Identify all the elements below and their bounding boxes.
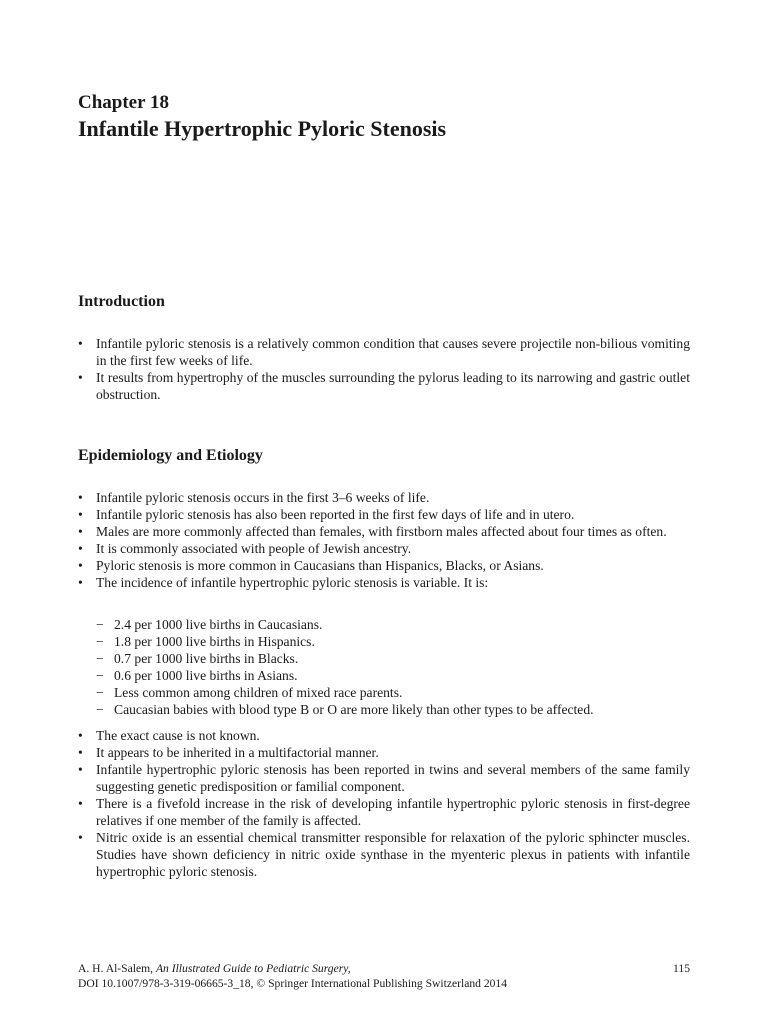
bullet-icon: • [78,830,83,845]
bullet-icon: • [78,558,83,573]
bullet-icon: • [78,728,83,743]
bullet-icon: • [78,575,83,590]
epidemiology-list [78,489,690,591]
list-item: • The exact cause is not known. [78,728,260,743]
chapter-number: Chapter 18 [78,92,169,113]
bullet-icon: • [78,796,83,811]
bullet-icon: • [78,336,83,351]
list-item: • Infantile pyloric stenosis has also been reported in the first few days of life and in utero. [78,507,575,522]
list-item: • Nitric oxide is an essential chemical transmitter responsible for relaxation of the pyloric sphincter muscles. Studies have shown deficiency in nitric oxide synthase in the myenteric plexus in patients with infantile hypertrophic pyloric stenosis. [78,830,690,879]
chapter-title: Infantile Hypertrophic Pyloric Stenosis [78,116,447,141]
sub-list-item: − 0.7 per 1000 live births in Blacks. [96,651,299,666]
sub-list-item: − Less common among children of mixed race parents. [96,685,403,700]
list-item: • It is commonly associated with people of Jewish ancestry. [78,541,412,556]
footer-author: A. H. Al-Salem, [78,962,154,975]
bullet-icon: • [78,762,83,777]
dash-icon: − [96,617,104,632]
dash-icon: − [96,685,104,700]
list-item: • Infantile pyloric stenosis occurs in the first 3–6 weeks of life. [78,490,430,505]
list-item: • There is a fivefold increase in the risk of developing infantile hypertrophic pyloric stenosis in first-degree relatives if one member of the family is affected. [78,796,690,828]
sub-list-item: − 1.8 per 1000 live births in Hispanics. [96,634,315,649]
list-item: • Infantile hypertrophic pyloric stenosis has been reported in twins and several members of the same family suggesting genetic predisposition or familial component. [78,762,690,794]
list-item: • It appears to be inherited in a multifactorial manner. [78,745,379,760]
incidence-sub-list [96,616,690,718]
footer-doi: DOI 10.1007/978-3-319-06665-3_18, © Springer International Publishing Switzerland 2014 [78,977,508,990]
bullet-icon: • [78,507,83,522]
page-footer [78,961,690,991]
list-item: • It results from hypertrophy of the muscles surrounding the pylorus leading to its narrowing and gastric outlet obstruction. [78,370,690,402]
list-item: • The incidence of infantile hypertrophic pyloric stenosis is variable. It is: [78,575,489,590]
list-item: • Infantile pyloric stenosis is a relatively common condition that causes severe projectile non-bilious vomiting in the first few weeks of life. [78,336,690,368]
etiology-list [78,727,690,880]
dash-icon: − [96,668,104,683]
bullet-icon: • [78,745,83,760]
list-item: • Males are more commonly affected than females, with firstborn males affected about four times as often. [78,524,667,539]
section-heading-epidemiology: Epidemiology and Etiology [78,447,263,464]
sub-list-item: − 0.6 per 1000 live births in Asians. [96,668,298,683]
sub-list-item: − 2.4 per 1000 live births in Caucasians. [96,617,323,632]
section-heading-introduction: Introduction [78,293,165,310]
introduction-list [78,335,690,403]
bullet-icon: • [78,541,83,556]
page-number: 115 [673,962,690,975]
bullet-icon: • [78,370,83,385]
bullet-icon: • [78,524,83,539]
bullet-icon: • [78,490,83,505]
sub-list-item: − Caucasian babies with blood type B or O are more likely than other types to be affected. [96,702,594,717]
footer-book-title: An Illustrated Guide to Pediatric Surgery, [155,962,351,975]
dash-icon: − [96,634,104,649]
citation-line [78,961,690,976]
dash-icon: − [96,702,104,717]
dash-icon: − [96,651,104,666]
list-item: • Pyloric stenosis is more common in Caucasians than Hispanics, Blacks, or Asians. [78,558,544,573]
